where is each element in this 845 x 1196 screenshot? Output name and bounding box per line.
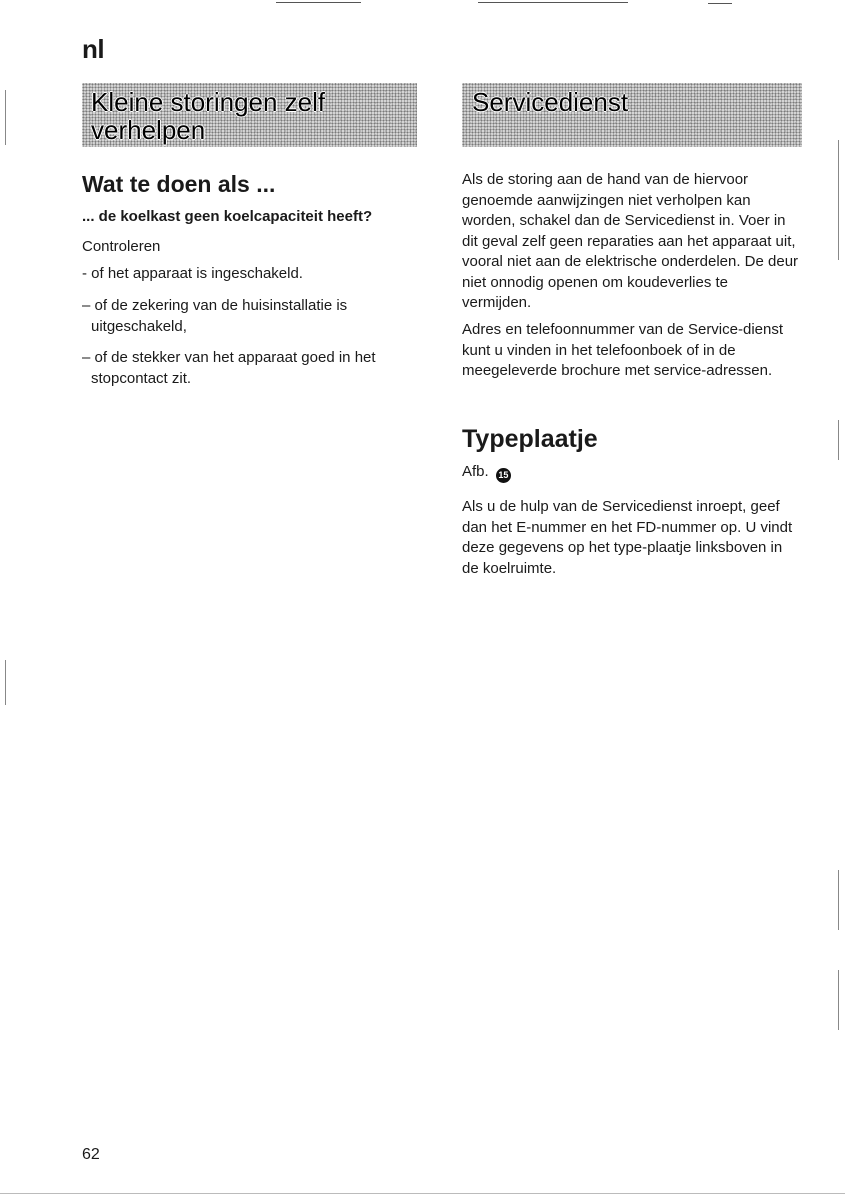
language-code: nl	[82, 34, 105, 64]
figure-number-badge: 15	[496, 468, 511, 483]
figure-label: Afb.	[462, 463, 489, 480]
margin-mark	[5, 90, 6, 145]
margin-mark	[838, 140, 839, 260]
bottom-rule	[0, 1193, 845, 1194]
page-number: 62	[82, 1146, 100, 1163]
question-subheading: ... de koelkast geen koelcapaciteit heeft?	[82, 208, 373, 225]
top-rule	[276, 2, 361, 3]
banner-title: Kleine storingen zelf verhelpen	[91, 87, 326, 145]
check-item: – of de zekering van de huisinstallatie is uitgeschakeld,	[82, 297, 348, 335]
section-banner-servicedienst	[462, 83, 802, 147]
service-paragraph: Als de storing aan de hand van de hiervoor genoemde aanwijzingen niet verholpen kan worden, schakel dan de Servicedienst in. Voer in dit geval zelf geen reparaties aan het apparaat uit, vooral niet aan de elektrische onderdelen. De deur niet onnodig openen om koudeverlies te vermijden.	[462, 171, 799, 311]
intro-text: Controleren	[82, 238, 161, 255]
top-rule	[708, 3, 732, 4]
banner-title: Servicedienst	[472, 87, 629, 117]
figure-reference	[462, 462, 511, 483]
check-item: - of het apparaat is ingeschakeld.	[82, 265, 303, 282]
margin-mark	[5, 660, 6, 705]
typeplaatje-paragraph: Als u de hulp van de Servicedienst inroept, geef dan het E-nummer en het FD-nummer op. U vindt deze gegevens op het type-plaatje linksboven in de koelruimte.	[462, 498, 793, 577]
margin-mark	[838, 970, 839, 1030]
typeplaatje-heading: Typeplaatje	[462, 425, 598, 453]
top-rule	[478, 2, 628, 3]
margin-mark	[838, 420, 839, 460]
section-heading: Wat te doen als ...	[82, 171, 276, 197]
margin-mark	[838, 870, 839, 930]
check-item: – of de stekker van het apparaat goed in het stopcontact zit.	[82, 349, 376, 387]
service-address-paragraph: Adres en telefoonnummer van de Service-dienst kunt u vinden in het telefoonboek of in de meegeleverde brochure met service-adressen.	[462, 321, 784, 379]
section-banner-storingen	[82, 83, 417, 147]
